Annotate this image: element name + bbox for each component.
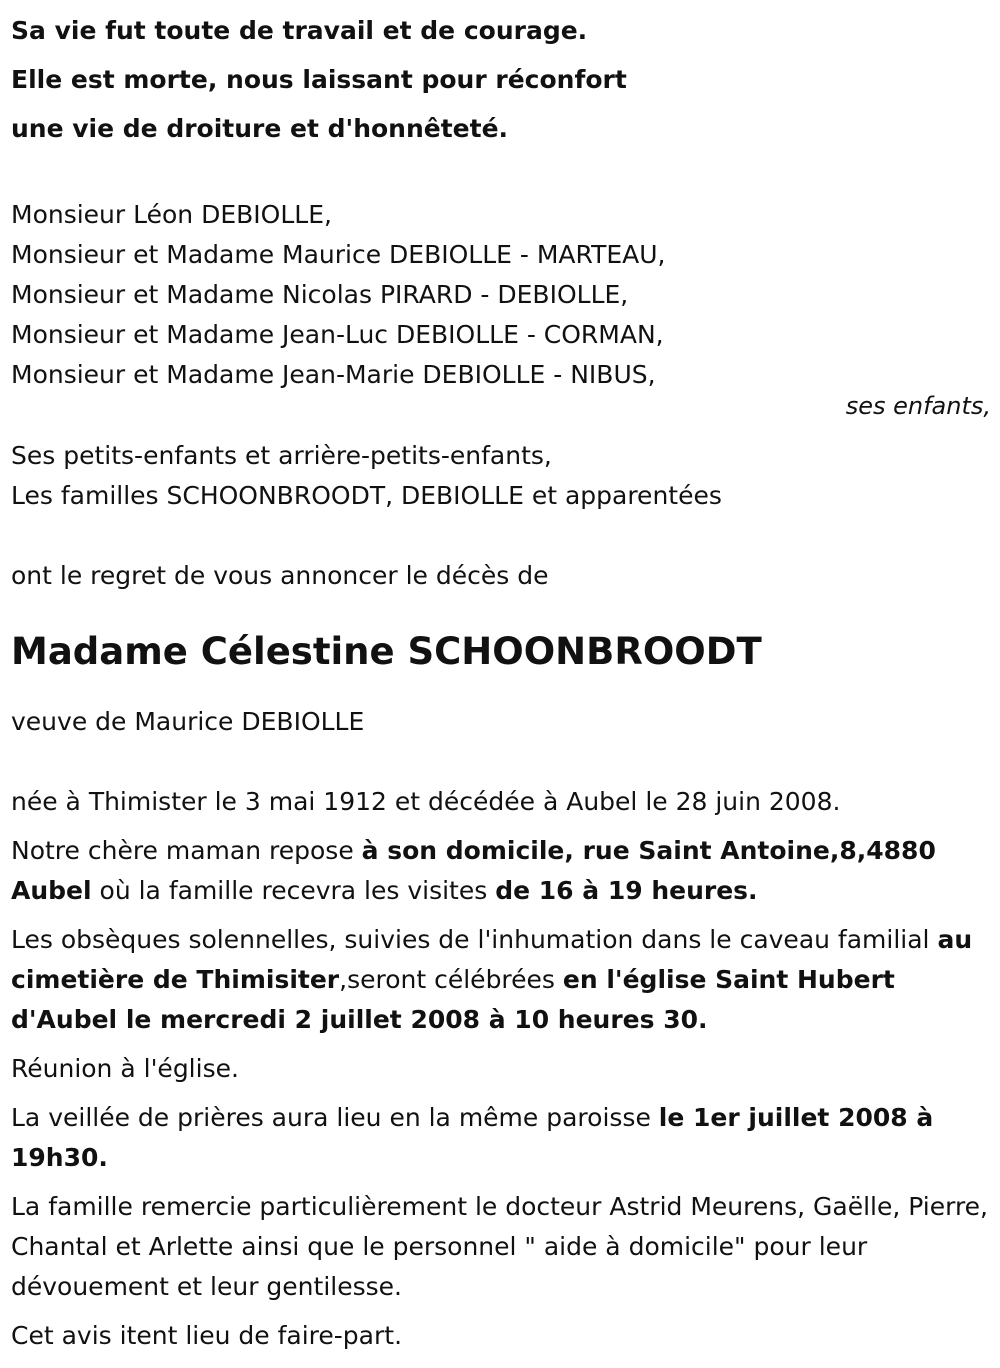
deceased-name: Madame Célestine SCHOONBROODT	[11, 630, 762, 673]
thanks-paragraph: La famille remercie particulièrement le docteur Astrid Meurens, Gaëlle, Pierre, Chantal et Arlette ainsi que le personnel " aide à domicile" pour leur dévouement et leur gentilesse.	[11, 1192, 989, 1301]
repose-text-1: Notre chère maman repose	[11, 836, 362, 865]
vigil-paragraph	[11, 1098, 991, 1178]
meeting-paragraph: Réunion à l'église.	[11, 1054, 239, 1083]
epigraph-line-1: Sa vie fut toute de travail et de courage.	[11, 16, 588, 45]
epigraph	[11, 6, 991, 153]
children-note: ses enfants,	[845, 392, 991, 420]
spacer	[11, 153, 991, 195]
family-line-2: Les familles SCHOONBROODT, DEBIOLLE et apparentées	[11, 481, 722, 510]
children-list	[11, 195, 991, 395]
obituary-notice	[11, 6, 991, 1356]
funeral-church-date: en l'église Saint Hubert d'Aubel le mercredi 2 juillet 2008 à 10 heures 30.	[11, 965, 895, 1034]
child-line-2: Monsieur et Madame Maurice DEBIOLLE - MARTEAU,	[11, 240, 666, 269]
repose-text-2: où la famille recevra les visites	[91, 876, 496, 905]
family-line-1: Ses petits-enfants et arrière-petits-enfants,	[11, 441, 552, 470]
birth-death: née à Thimister le 3 mai 1912 et décédée à Aubel le 28 juin 2008.	[11, 787, 841, 816]
widow-of: veuve de Maurice DEBIOLLE	[11, 707, 365, 736]
epigraph-line-2: Elle est morte, nous laissant pour réconfort	[11, 65, 627, 94]
funeral-text-2: ,seront célébrées	[339, 965, 563, 994]
announcement: ont le regret de vous annoncer le décès de	[11, 561, 549, 590]
vigil-date: le 1er juillet 2008 à 19h30.	[11, 1103, 934, 1172]
funeral-paragraph	[11, 920, 991, 1040]
funeral-text-1: Les obsèques solennelles, suivies de l'inhumation dans le caveau familial	[11, 925, 938, 954]
child-line-5: Monsieur et Madame Jean-Marie DEBIOLLE - NIBUS,	[11, 360, 656, 389]
repose-paragraph	[11, 831, 991, 911]
repose-hours: de 16 à 19 heures.	[495, 876, 758, 905]
child-line-3: Monsieur et Madame Nicolas PIRARD - DEBIOLLE,	[11, 280, 629, 309]
spacer	[11, 516, 991, 556]
family-list	[11, 436, 991, 516]
epigraph-line-3: une vie de droiture et d'honnêteté.	[11, 114, 509, 143]
closing-paragraph: Cet avis itent lieu de faire-part.	[11, 1321, 403, 1350]
repose-address: à son domicile, rue Saint Antoine,8,4880 Aubel	[11, 836, 936, 905]
child-line-4: Monsieur et Madame Jean-Luc DEBIOLLE - CORMAN,	[11, 320, 664, 349]
vigil-text: La veillée de prières aura lieu en la même paroisse	[11, 1103, 659, 1132]
child-line-1: Monsieur Léon DEBIOLLE,	[11, 200, 332, 229]
funeral-cemetery: au cimetière de Thimisiter	[11, 925, 973, 994]
